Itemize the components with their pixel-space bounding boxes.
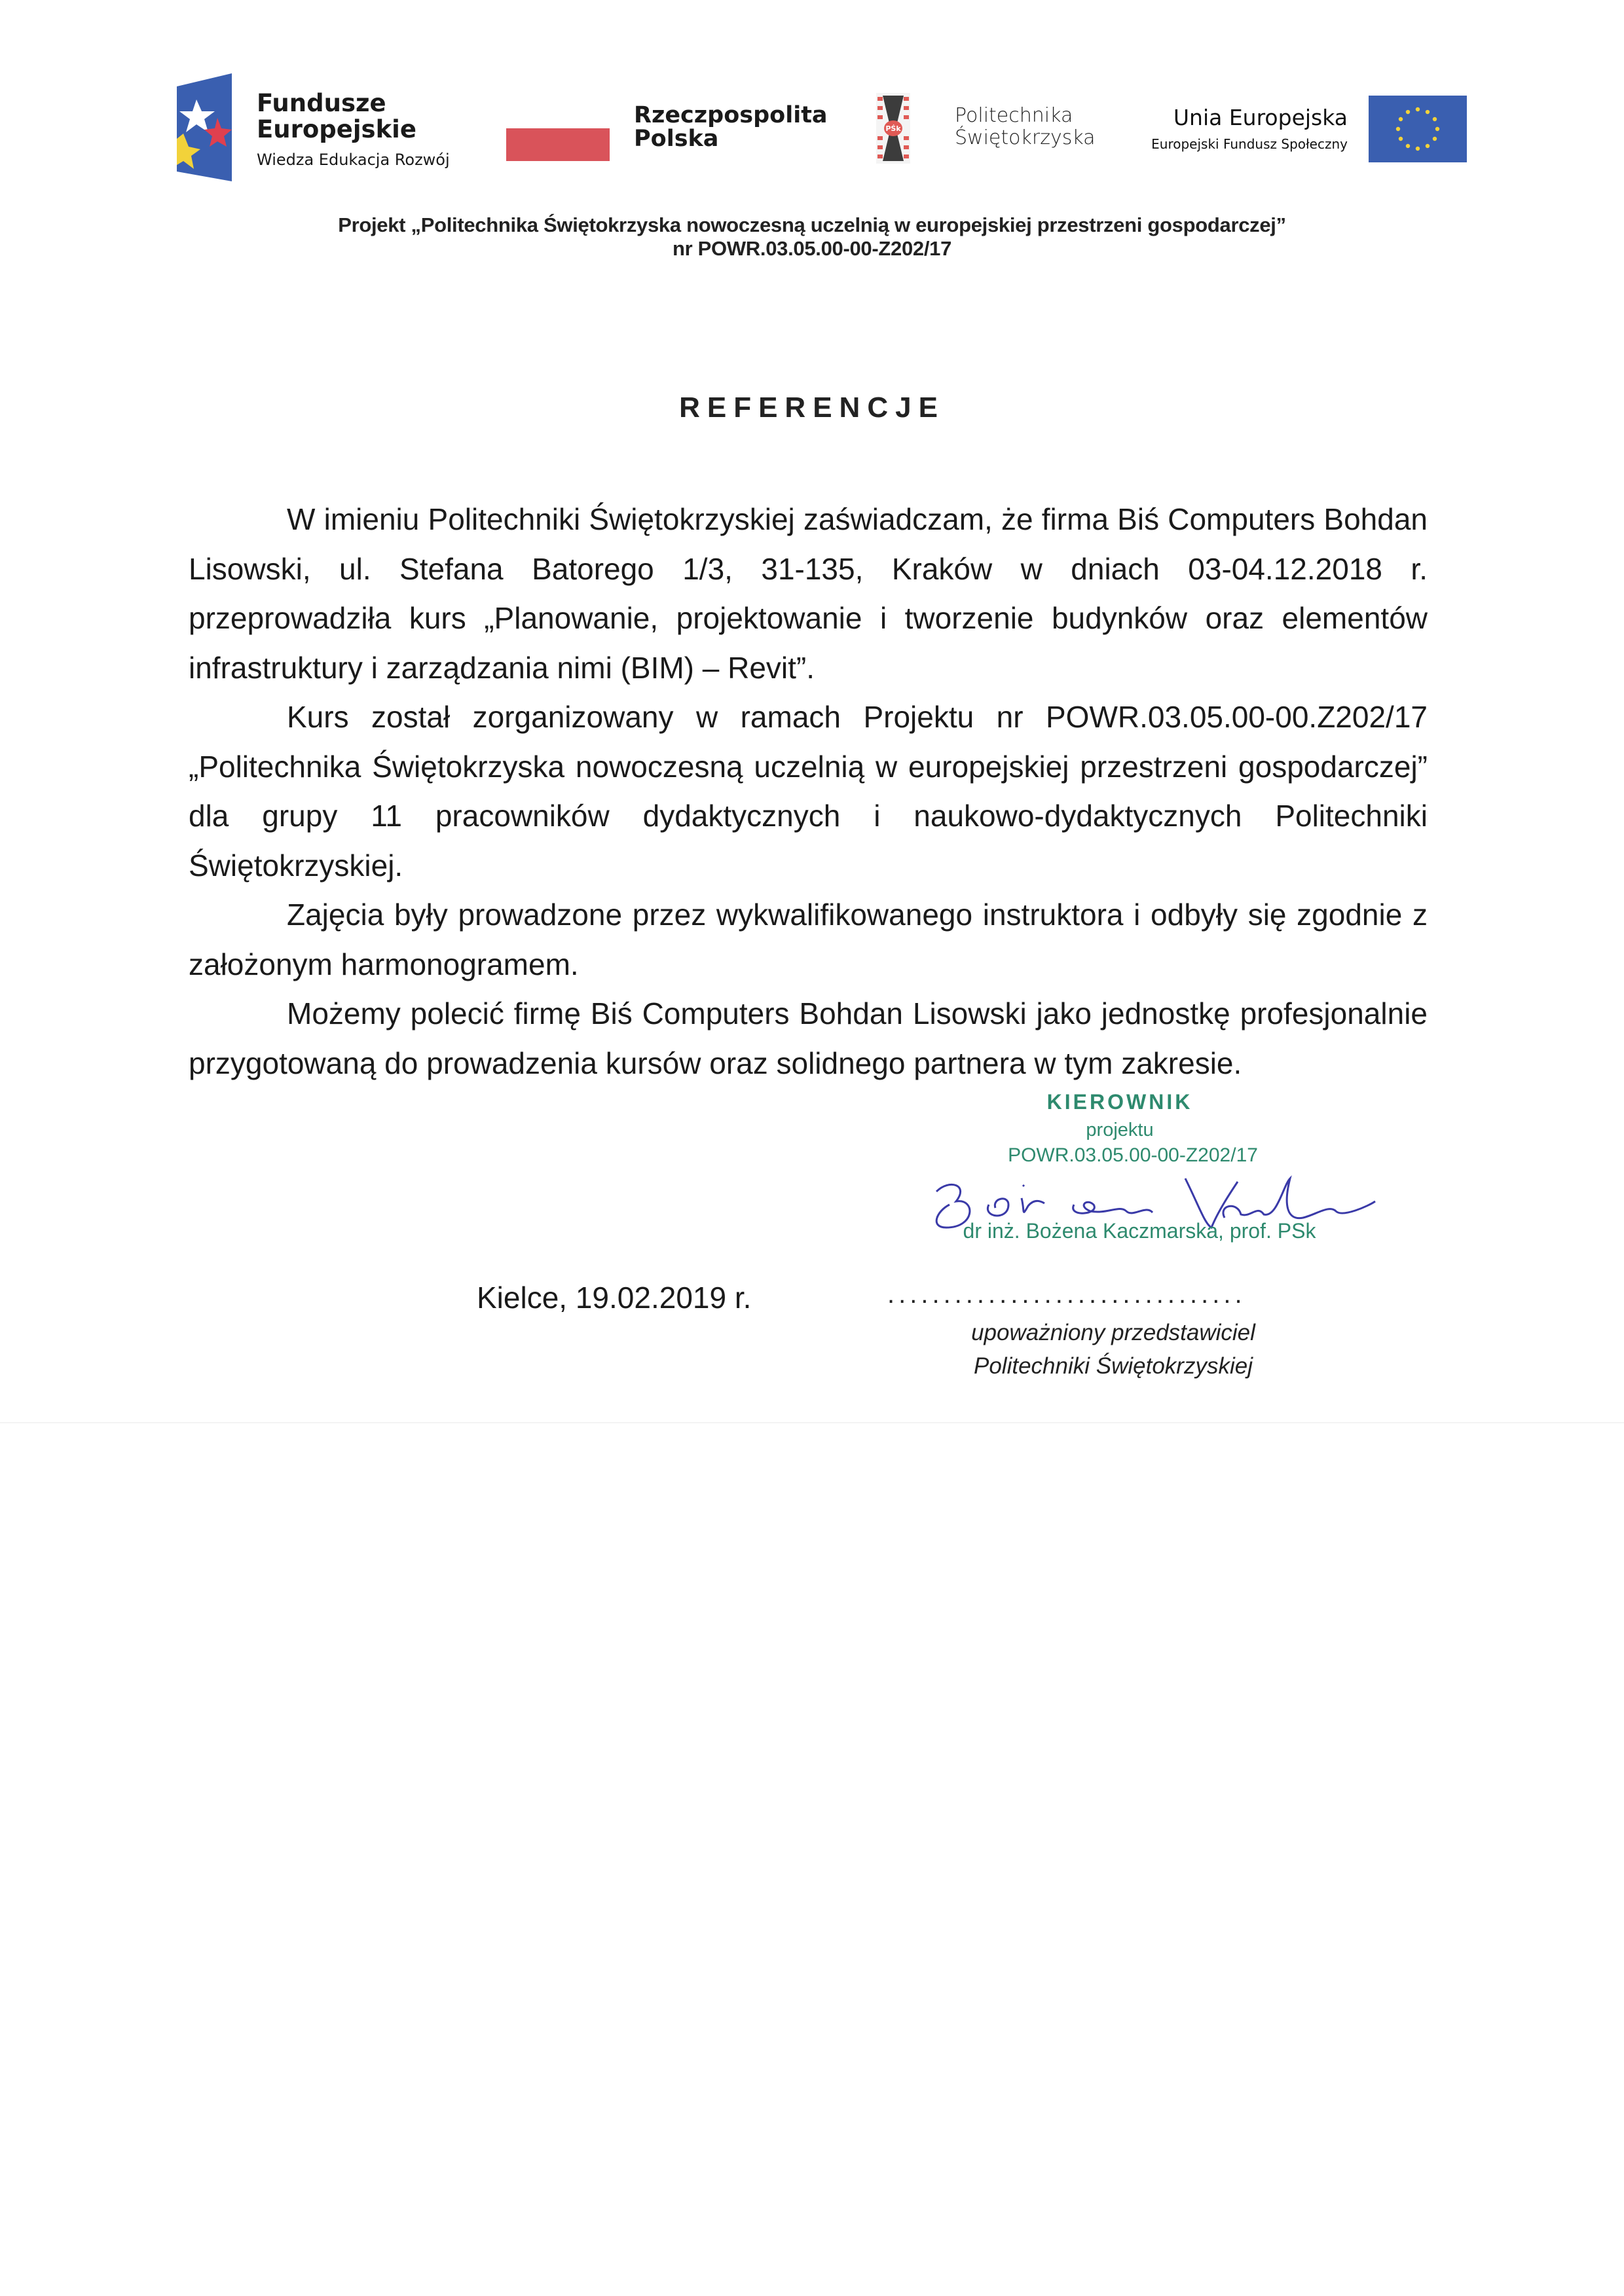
- rp-line1: Rzeczpospolita: [634, 102, 828, 128]
- representative-caption-1: upoważniony przedstawiciel: [971, 1320, 1255, 1345]
- signature-line: ................................: [887, 1280, 1246, 1309]
- eu-flag-icon: [1369, 96, 1467, 162]
- document-title: REFERENCJE: [679, 392, 945, 424]
- page-fold-line: [0, 1422, 1624, 1423]
- representative-caption-2: Politechniki Świętokrzyskiej: [974, 1353, 1253, 1379]
- stamp-title: KIEROWNIK: [1046, 1090, 1193, 1114]
- stamp-signer-name: dr inż. Bożena Kaczmarska, prof. PSk: [963, 1219, 1316, 1243]
- fe-subtitle: Wiedza Edukacja Rozwój: [257, 151, 450, 169]
- place-and-date: Kielce, 19.02.2019 r.: [477, 1281, 752, 1315]
- ue-subtitle: Europejski Fundusz Społeczny: [1151, 136, 1348, 152]
- project-title-line: Projekt „Politechnika Świętokrzyska nowoczesną uczelnią w europejskiej przestrzeni gospodarczej”: [338, 213, 1286, 236]
- eu-star-icon: [1406, 144, 1410, 148]
- paragraph-1: W imieniu Politechniki Świętokrzyskiej zaświadczam, że firma Biś Computers Bohdan Lisowski, ul. Stefana Batorego 1/3, 31-135, Kraków w dniach 03-04.12.2018 r. przeprowadziła kurs „Planowanie, projektowanie i tworzenie budynków oraz elementów infrastruktury i zarządzania nimi (BIM) – Revit”.: [189, 502, 1428, 685]
- psk-line1: Politechnika: [955, 104, 1073, 127]
- fundusze-europejskie-name: [257, 90, 416, 143]
- politechnika-swietokrzyska-name: [955, 105, 1096, 149]
- eu-star-icon: [1426, 144, 1430, 148]
- eu-star-icon: [1433, 117, 1437, 121]
- psk-line2: Świętokrzyska: [955, 126, 1096, 149]
- eu-star-icon: [1416, 147, 1420, 151]
- fe-line1: Fundusze: [257, 89, 386, 117]
- paragraph-3: Zajęcia były prowadzone przez wykwalifikowanego instruktora i odbyły się zgodnie z założonym harmonogramem.: [189, 898, 1428, 981]
- eu-star-icon: [1396, 127, 1400, 131]
- eu-star-icon: [1435, 127, 1439, 131]
- fe-line2: Europejskie: [257, 115, 416, 143]
- eu-star-icon: [1399, 137, 1403, 141]
- eu-star-icon: [1433, 137, 1437, 141]
- stamp-subtitle: projektu: [1086, 1120, 1154, 1140]
- politechnika-swietokrzyska-emblem-icon: [876, 93, 910, 164]
- project-number-line: nr POWR.03.05.00-00-Z202/17: [672, 237, 952, 260]
- eu-star-icon: [1426, 110, 1430, 114]
- paragraph-2: Kurs został zorganizowany w ramach Projektu nr POWR.03.05.00-00.Z202/17 „Politechnika Świętokrzyska nowoczesną uczelnią w europejskiej przestrzeni gospodarczej” dla grupy 11 pracowników dydaktycznych i naukowo-dydaktycznych Politechniki Świętokrzyskiej.: [189, 700, 1428, 883]
- eu-star-icon: [1399, 117, 1403, 121]
- eu-star-icon: [1406, 110, 1410, 114]
- rzeczpospolita-polska-name: [634, 103, 828, 151]
- stamp-project-number: POWR.03.05.00-00-Z202/17: [1008, 1144, 1258, 1166]
- paragraph-4: Możemy polecić firmę Biś Computers Bohdan Lisowski jako jednostkę profesjonalnie przygotowaną do prowadzenia kursów oraz solidnego partnera w tym zakresie.: [189, 996, 1428, 1080]
- polish-flag-icon: [506, 128, 610, 161]
- eu-star-icon: [1416, 107, 1420, 111]
- unia-europejska-name: Unia Europejska: [1173, 105, 1348, 130]
- fundusze-europejskie-logo: [177, 73, 232, 181]
- psk-emblem-text: PŚk: [885, 124, 901, 133]
- rp-line2: Polska: [634, 126, 719, 152]
- document-body: [189, 495, 1428, 1088]
